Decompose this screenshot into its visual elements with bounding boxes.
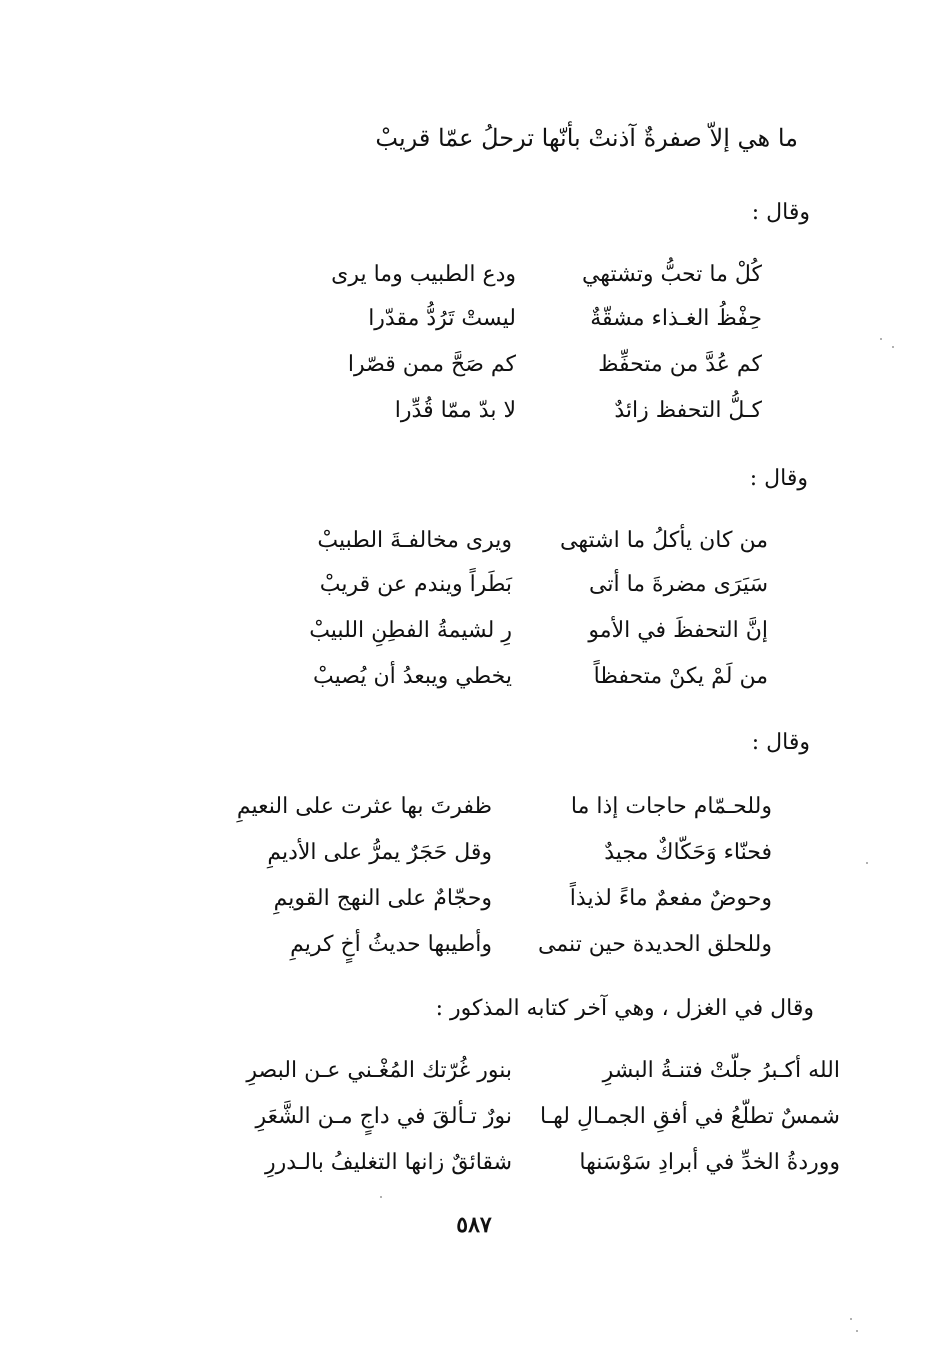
verse-second-hemistich: ليستْ تَرُدُّ مقدّرا bbox=[368, 306, 516, 331]
verse-row bbox=[0, 528, 948, 574]
verse-first-hemistich: كُلْ ما تحبُّ وتشتهي bbox=[581, 262, 762, 287]
verse-first-hemistich: وللحلق الحديدة حين تنمى bbox=[538, 932, 772, 957]
scan-speck bbox=[866, 862, 868, 864]
verse-first-hemistich: ووردةُ الخدِّ في أبرادِ سَوْسَنها bbox=[579, 1150, 840, 1175]
verse-first-hemistich: حِفْظُ الغـذاء مشقّةٌ bbox=[590, 306, 762, 331]
verse-first-hemistich: شمسٌ تطلّعُ في أفقِ الجمـالِ لهـا bbox=[539, 1104, 840, 1129]
verse-top-line: ما هي إلاّ صفرةٌ آذنتْ بأنّها ترحلُ عمّا قريبْ bbox=[375, 124, 798, 152]
verse-row bbox=[0, 1104, 948, 1150]
verse-row bbox=[0, 794, 948, 840]
verse-row bbox=[0, 262, 948, 308]
verse-first-hemistich: سَيَرَى مضرةَ ما أتى bbox=[589, 572, 768, 597]
scan-speck bbox=[856, 1330, 858, 1332]
verse-row bbox=[0, 1058, 948, 1104]
section-heading: وقال : bbox=[751, 200, 810, 225]
verse-second-hemistich: بنور غُرّتك المُغْـني عـن البصرِ bbox=[246, 1058, 512, 1083]
verse-row bbox=[0, 886, 948, 932]
verse-second-hemistich: وأطيبها حديثُ أخٍ كريمِ bbox=[290, 932, 492, 957]
verse-first-hemistich: إنَّ التحفظَ في الأمو bbox=[588, 618, 768, 643]
verse-row bbox=[0, 618, 948, 664]
verse-row bbox=[0, 664, 948, 710]
verse-first-hemistich: فحنّاء وَحَكّاكٌ مجيدٌ bbox=[604, 840, 772, 865]
verse-row bbox=[0, 840, 948, 886]
verse-second-hemistich: رِ لشيمةُ الفطِنِ اللبيبْ bbox=[309, 618, 512, 643]
scan-speck bbox=[880, 338, 882, 340]
verse-first-hemistich: كـلُّ التحفظ زائدٌ bbox=[614, 398, 762, 423]
verse-second-hemistich: ويرى مخالفـةَ الطبيبْ bbox=[317, 528, 512, 553]
verse-first-hemistich: وحوضٌ مفعمٌ ماءً لذيذاً bbox=[569, 886, 772, 911]
verse-second-hemistich: كم صَحَّ ممن قصّرا bbox=[347, 352, 516, 377]
verse-row bbox=[0, 1150, 948, 1196]
verse-second-hemistich: يخطي ويبعدُ أن يُصيبْ bbox=[313, 664, 512, 689]
section-heading: وقال : bbox=[751, 730, 810, 755]
verse-first-hemistich: كم عُدَّ من متحفِّظ bbox=[598, 352, 762, 377]
verse-first-hemistich: الله أكـبرُ جلّتْ فتنـةُ البشرِ bbox=[602, 1058, 840, 1083]
verse-second-hemistich: ودع الطبيب وما يرى bbox=[331, 262, 516, 287]
verse-first-hemistich: من لَمْ يكنْ متحفظاً bbox=[593, 664, 768, 689]
verse-row bbox=[0, 572, 948, 618]
verse-row bbox=[0, 932, 948, 978]
page-number: ٥٨٧ bbox=[456, 1212, 492, 1238]
scan-speck bbox=[380, 1196, 382, 1198]
verse-row bbox=[0, 352, 948, 398]
verse-second-hemistich: لا بدّ ممّا قُدِّرا bbox=[394, 398, 516, 423]
verse-row bbox=[0, 398, 948, 444]
section-heading: وقال في الغزل ، وهي آخر كتابه المذكور : bbox=[435, 996, 814, 1021]
verse-second-hemistich: نورٌ تـألقَ في داجٍ مـن الشَّعَرِ bbox=[255, 1104, 512, 1129]
verse-first-hemistich: وللحـمّام حاجات إذا ما bbox=[570, 794, 772, 819]
verse-row bbox=[0, 306, 948, 352]
scan-speck bbox=[850, 1318, 852, 1320]
scan-speck bbox=[892, 346, 894, 348]
verse-second-hemistich: شقائقٌ زانها التغليفُ بالـدررِ bbox=[265, 1150, 512, 1175]
verse-second-hemistich: ظفرتَ بها عثرت على النعيمِ bbox=[236, 794, 492, 819]
verse-first-hemistich: من كان يأكلُ ما اشتهى bbox=[560, 528, 768, 553]
verse-second-hemistich: بَطَراً ويندم عن قريبْ bbox=[319, 572, 512, 597]
verse-second-hemistich: وقل حَجَرٌ يمرُّ على الأديمِ bbox=[267, 840, 492, 865]
verse-second-hemistich: وحجّامٌ على النهج القويمِ bbox=[273, 886, 492, 911]
section-heading: وقال : bbox=[749, 466, 808, 491]
